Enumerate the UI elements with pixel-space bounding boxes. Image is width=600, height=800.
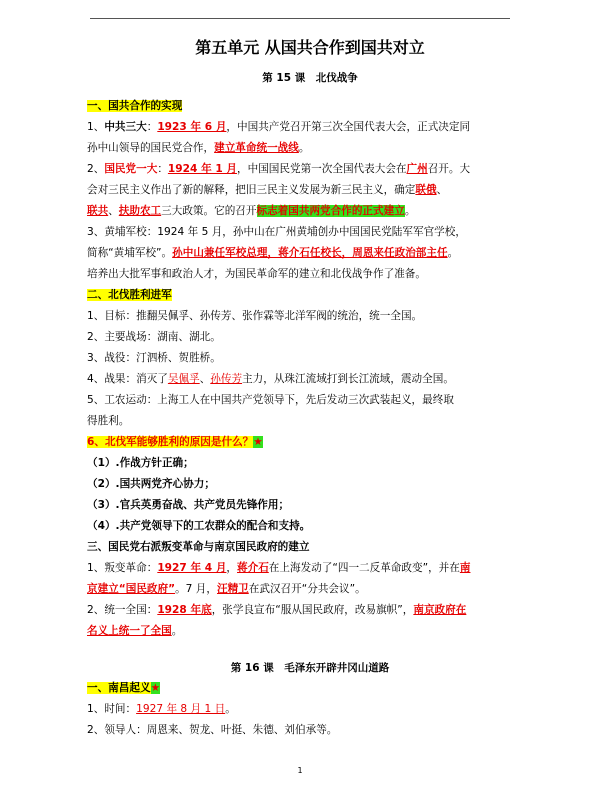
paragraph-kmt-congress: 2、国民党一大：1924 年 1 月，中国国民党第一次全国代表大会在广州召开。大 — [87, 163, 471, 175]
list-item: 3、战役：汀泗桥、贺胜桥。 — [87, 352, 221, 364]
date-1924: 1924 年 1 月 — [167, 163, 238, 175]
list-item: 2、主要战场：湖南、湖北。 — [87, 331, 221, 343]
section-heading-kmt-betrayal: 三、国民党右派叛变革命与南京国民政府的建立 — [87, 541, 310, 553]
list-item: 2、领导人：周恩来、贺龙、叶挺、朱德、刘伯承等。 — [87, 724, 338, 736]
question-heading: 6、北伐军能够胜利的原因是什么？★ — [87, 436, 263, 448]
list-item: 1、目标：推翻吴佩孚、孙传芳、张作霖等北洋军阀的统治，统一全国。 — [87, 310, 423, 322]
paragraph-betrayal: 1、叛变革命：1927 年 4 月，蒋介石在上海发动了“四一二反革命政变”，并在南 — [87, 562, 471, 574]
list-item: 5、工农运动：上海工人在中国共产党领导下，先后发动三次武装起义，最终取 — [87, 394, 454, 406]
date-1923: 1923 年 6 月 — [157, 121, 227, 133]
paragraph-third-congress: 1、中共三大：1923 年 6 月，中国共产党召开第三次全国代表大会，正式决定同 — [87, 121, 471, 133]
reason-item: （1）.作战方针正确； — [87, 457, 194, 469]
list-item: 4、战果：消灭了吴佩孚、孙传芳主力，从珠江流域打到长江流域，震动全国。 — [87, 373, 454, 385]
paragraph-whampoa: 3、黄埔军校：1924 年 5 月，孙中山在广州黄埔创办中国国民党陆军军官学校， — [87, 226, 466, 238]
reason-item: （2）.国共两党齐心协力； — [87, 478, 215, 490]
reason-item: （4）.共产党领导下的工农群众的配合和支持。 — [87, 520, 311, 532]
section-heading-cooperation: 一、国共合作的实现 — [87, 100, 183, 112]
list-item: 1、时间：1927 年 8 月 1 日。 — [87, 703, 236, 715]
lesson-15-title: 第 15 课 北伐战争 — [262, 72, 358, 84]
lesson-16-title: 第 16 课 毛泽东开辟井冈山道路 — [230, 662, 390, 674]
page-number: 1 — [297, 766, 303, 775]
star-icon: ★ — [150, 682, 161, 694]
paragraph-unification: 2、统一全国：1928 年底，张学良宣布“服从国民政府，改易旗帜”，南京政府在 — [87, 604, 467, 616]
star-icon: ★ — [253, 436, 263, 448]
section-heading-northern-expedition: 二、北伐胜利进军 — [87, 289, 172, 301]
unit-title: 第五单元 从国共合作到国共对立 — [195, 38, 425, 57]
section-heading-nanchang: 一、南昌起义★ — [87, 682, 161, 694]
reason-item: （3）.官兵英勇奋战、共产党员先锋作用； — [87, 499, 290, 511]
header-rule — [90, 18, 510, 19]
document-page: 第五单元 从国共合作到国共对立 第 15 课 北伐战争 一、国共合作的实现 1、中共三大：1923 年 6 月，中国共产党召开第三次全国代表大会，正式决定同 孙中山领导的国民党合作，建立革命统一战线。 2、国民党一大：1924 年 1 月，中国国民党第一次全国代表大会在广州召开。大 会对三民主义作出了新的解释，把旧三民主义发展为新三民主义，确定联俄、 联共、扶助农工三大政策。它的召开标志着国共两党合作的正式建立。 3、黄埔军校：1924 年 5 月，孙中山在广州黄埔创办中国国民党陆军军官学校， 简称“黄埔军校”。孙中山兼任军校总理，蒋介石任校长，周恩来任政治部主任。 培养出大批军事和政治人才，为国民革命军的建立和北伐战争作了准备。 二、北伐胜利进军 1、目标：推翻吴佩孚、孙传芳、张作霖等北洋军阀的统治，统一全国。 2、主要战场：湖南、湖北。 3、战役：汀泗桥、贺胜桥。 4、战果：消灭了吴佩孚、孙传芳主力，从珠江流域打到长江流域，震动全国。 5、工农运动：上海工人在中国共产党领导下，先后发动三次武装起义，最终取 得胜利。 6、北伐军能够胜利的原因是什么？★ （1）.作战方针正确； （2）.国共两党齐心协力； （3）.官兵英勇奋战、共产党员先锋作用； （4）.共产党领导下的工农群众的配合和支持。 三、国民党右派叛变革命与南京国民政府的建立 1、叛变革命：1927 年 4 月，蒋介石在上海发动了“四一二反革命政变”，并在南 京建立“国民政府”。7 月，汪精卫在武汉召开“分共会议”。 2、统一全国：1928 年底，张学良宣布“服从国民政府，改易旗帜”，南京政府在 名义上统一了全国。 第 16 课 毛泽东开辟井冈山道路 一、南昌起义★ 1、时间：1927 年 8 月 1 日。 2、领导人：周恩来、贺龙、叶挺、朱德、刘伯承等。 — [87, 36, 525, 741]
